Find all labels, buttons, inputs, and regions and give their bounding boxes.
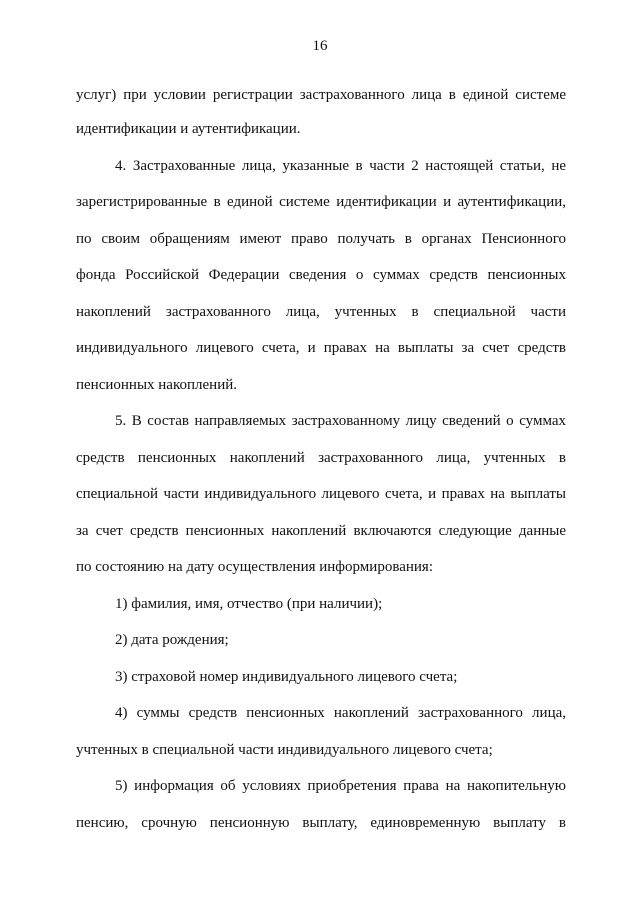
text-line: по своим обращениям имеют право получать в органах Пенсионного: [76, 230, 566, 247]
page-number: 16: [312, 38, 328, 54]
text-line: средств пенсионных накоплений застрахованного лица, учтенных в: [76, 449, 566, 466]
text-line: 4) суммы средств пенсионных накоплений застрахованного лица,: [115, 705, 566, 721]
text-line: идентификации и аутентификации.: [76, 121, 301, 137]
text-line: специальной части индивидуального лицевого счета, и правах на выплаты: [76, 486, 566, 502]
text-line: по состоянию на дату осуществления информирования:: [76, 559, 433, 575]
text-line: за счет средств пенсионных накоплений включаются следующие данные: [76, 522, 566, 539]
text-line: учтенных в специальной части индивидуального лицевого счета;: [76, 741, 493, 758]
text-line: фонда Российской Федерации сведения о суммах средств пенсионных: [76, 267, 566, 283]
text-line: услуг) при условии регистрации застрахованного лица в единой системе: [76, 87, 566, 103]
text-line: пенсию, срочную пенсионную выплату, единовременную выплату в: [76, 814, 566, 831]
text-line: индивидуального лицевого счета, и правах на выплаты за счет средств: [76, 340, 566, 356]
text-line: 2) дата рождения;: [115, 632, 229, 648]
text-line: 3) страховой номер индивидуального лицевого счета;: [115, 668, 458, 685]
document-body: [76, 77, 566, 841]
text-line: 5. В состав направляемых застрахованному лицу сведений о суммах: [115, 413, 566, 429]
text-line: 1) фамилия, имя, отчество (при наличии);: [115, 595, 383, 612]
text-line: пенсионных накоплений.: [76, 376, 237, 393]
text-line: 4. Застрахованные лица, указанные в части 2 настоящей статьи, не: [115, 157, 566, 174]
text-line: зарегистрированные в единой системе идентификации и аутентификации,: [76, 194, 566, 210]
text-line: накоплений застрахованного лица, учтенных в специальной части: [76, 303, 566, 320]
text-line: 5) информация об условиях приобретения права на накопительную: [115, 778, 566, 794]
